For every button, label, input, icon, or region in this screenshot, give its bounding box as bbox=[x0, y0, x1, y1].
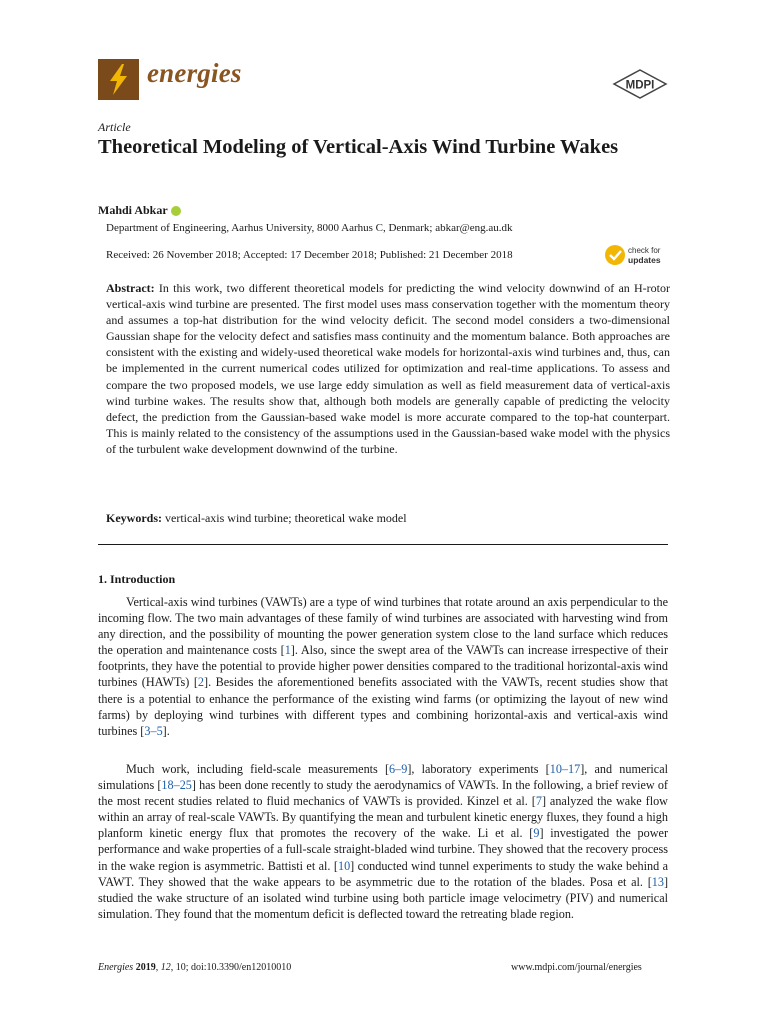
keywords bbox=[106, 511, 670, 526]
paragraph-text: Vertical-axis wind turbines (VAWTs) are a type of wind turbines that rotate around an axis perpendicular to the incoming flow. The two main advantages of these family of wind turbines are associated with harvesting wind from any direction, and the possibility of mounting the power generation system close to the land surface which reduces the operation and maintenance costs [ bbox=[98, 595, 668, 658]
paragraph-text: Much work, including field-scale measurements [ bbox=[126, 762, 390, 776]
citation-link[interactable]: 2 bbox=[197, 675, 205, 690]
citation-link[interactable]: 6–9 bbox=[389, 762, 408, 776]
footer-doi: , 10; doi:10.3390/en12010010 bbox=[170, 962, 292, 973]
mdpi-logo-text: MDPI bbox=[625, 79, 655, 92]
journal-name: energies bbox=[147, 58, 242, 88]
article-type: Article bbox=[98, 120, 131, 134]
author-name: Mahdi Abkar bbox=[98, 203, 168, 217]
citation-link[interactable]: 10–17 bbox=[549, 762, 581, 776]
footer-year: 2019 bbox=[135, 962, 156, 973]
orcid-icon[interactable] bbox=[171, 206, 181, 216]
check-for-updates-badge[interactable] bbox=[603, 243, 671, 267]
author bbox=[98, 203, 181, 218]
publication-dates: Received: 26 November 2018; Accepted: 17 December 2018; Published: 21 December 2018 bbox=[106, 249, 513, 261]
paragraph-text: ], laboratory experiments [ bbox=[407, 762, 550, 776]
paragraph-text: ] studied the wake structure of an isolated wind turbine using both particle image velocimetry (PIV) and numerical simulation. They found that the momentum deficit is deflected toward the retreating blade region. bbox=[98, 874, 668, 921]
citation-link[interactable]: 3–5 bbox=[144, 723, 163, 738]
abstract-label: Abstract: bbox=[106, 281, 155, 295]
footer-citation: Energies 2019, 12, 10; doi:10.3390/en12010010 bbox=[98, 962, 292, 973]
updates-badge-line1: check for bbox=[628, 246, 661, 255]
citation-link[interactable]: 13 bbox=[651, 874, 664, 889]
paragraph-text: ]. Also, since the swept area of the VAWTs can increase irrespective of their footprints, they have the potential to provide higher power densities compared to the traditional horizontal-axis wind turbines (HAWTs) [ bbox=[98, 643, 669, 690]
paragraph-1 bbox=[98, 594, 668, 739]
citation-link[interactable]: 18–25 bbox=[161, 778, 192, 793]
paragraph-text: ] has been done recently to study the aerodynamics of VAWTs. In the following, a brief review of the most recent studies related to fluid mechanics of VAWTs is provided. Kinzel et al. [ bbox=[98, 778, 668, 809]
paragraph-text: ]. bbox=[162, 723, 170, 738]
paragraph-text: ], and numerical simulations [ bbox=[98, 762, 668, 793]
section-heading: 1. Introduction bbox=[98, 572, 176, 586]
footer-journal: Energies bbox=[98, 962, 134, 973]
journal-logo-icon bbox=[98, 59, 139, 100]
citation-link[interactable]: 10 bbox=[337, 858, 351, 873]
mdpi-logo bbox=[612, 69, 668, 99]
page-title: Theoretical Modeling of Vertical-Axis Wind Turbine Wakes bbox=[98, 136, 619, 158]
paragraph-text: ] analyzed the wake flow within an array of real-scale VAWTs. By quantifying the mean and turbulent kinetic energy fluxes, they found a high planform kinetic energy flux that promotes the recovery of the wake. Li et al. [ bbox=[98, 794, 668, 841]
citation-link[interactable]: 7 bbox=[535, 794, 542, 809]
affiliation: Department of Engineering, Aarhus University, 8000 Aarhus C, Denmark; abkar@eng.au.dk bbox=[106, 222, 513, 234]
keywords-text: vertical-axis wind turbine; theoretical wake model bbox=[165, 511, 407, 525]
citation-link[interactable]: 1 bbox=[284, 643, 291, 658]
paragraph-text: ] conducted wind tunnel experiments to study the wake behind a VAWT. They showed that the wake appears to be asymmetric due to the rotation of the blades. Posa et al. [ bbox=[98, 858, 668, 889]
section-divider bbox=[98, 544, 668, 545]
paragraph-text: ]. Besides the aforementioned benefits associated with the VAWTs, recent studies show that there is a potential to enhance the performance of the existing wind farms (or optimizing the layout of new wind farms) by deploying wind turbines with different types and combining horizontal-axis and vertical-axis wind turbines [ bbox=[98, 675, 669, 738]
keywords-label: Keywords: bbox=[106, 511, 162, 525]
abstract-text: In this work, two different theoretical models for predicting the wind velocity downwind of an H-rotor vertical-axis wind turbine are presented. The first model uses mass conservation together with the momentum theory and assumes a top-hat distribution for the wind velocity deficit. The second model considers a two-dimensional Gaussian shape for the velocity defect and satisfies mass continuity and the momentum balance. Both approaches are consistent with the existing and widely-used theoretical wake models for horizontal-axis wind turbines and, thus, can be implemented in the current numerical codes utilized for optimization and real-time applications. To assess and compare the two proposed models, we use large eddy simulation as well as field measurement data of vertical-axis wind turbine wakes. The results show that, although both models are generally capable of predicting the velocity defect, the prediction from the Gaussian-based wake model is more accurate compared to the top-hat counterpart. This is mainly related to the consistency of the assumptions used in the Gaussian-based wake model with the physics of the turbulent wake development downwind of the turbine. bbox=[106, 281, 671, 456]
updates-badge-line2: updates bbox=[628, 255, 661, 265]
paragraph-2 bbox=[98, 761, 668, 922]
abstract bbox=[106, 280, 670, 457]
footer-volume: 12 bbox=[160, 962, 171, 973]
footer-url[interactable]: www.mdpi.com/journal/energies bbox=[511, 962, 642, 973]
citation-link[interactable]: 9 bbox=[533, 826, 540, 841]
paragraph-text: ] investigated the power performance and wake properties of a full-scale straight-bladed wind turbine. They showed that the recovery process in the wake region is asymmetric. Battisti et al. [ bbox=[98, 826, 669, 873]
